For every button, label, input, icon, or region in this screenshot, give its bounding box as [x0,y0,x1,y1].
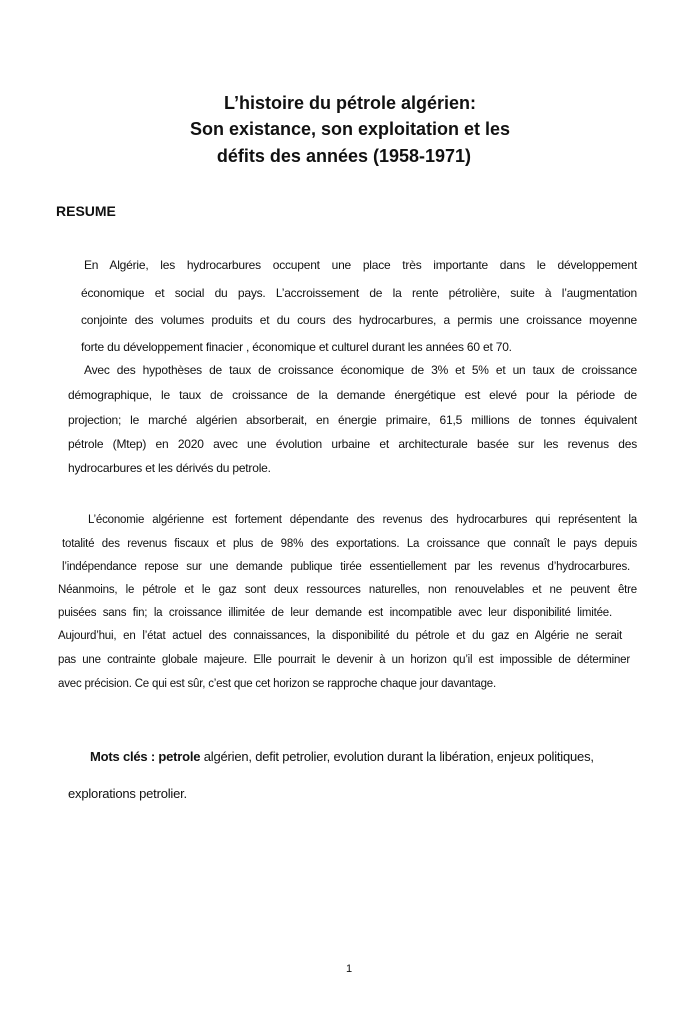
text-line: En Algérie, les hydrocarbures occupent une place très importante dans le développement [84,258,637,272]
text-line: démographique, le taux de croissance de la demande énergétique est elevé pour la période de [68,388,637,402]
text-line: pétrole (Mtep) en 2020 avec une évolution urbaine et architecturale basée sur les revenus des [68,437,637,451]
title-line-3: défits des années (1958-1971) [216,146,472,166]
text-line: projection; le marché algérien absorberait, en énergie primaire, 61,5 millions de tonnes équivalent [68,413,637,427]
page-number: 1 [346,963,353,975]
section-heading: RESUME [56,203,116,219]
title-line-1: L’histoire du pétrole algérien: [223,93,477,113]
text-line: conjointe des volumes produits et du cours des hydrocarbures, a permis une croissance moyenne [81,313,637,327]
text-line: hydrocarbures et les dérivés du petrole. [68,461,271,475]
text-line: économique et social du pays. L’accroissement de la rente pétrolière, suite à l’augmentation [81,286,637,300]
text-line: totalité des revenus fiscaux et plus de 98% des exportations. La croissance que connaît le pays depuis [62,538,637,550]
text-line: avec précision. Ce qui est sûr, c’est que cet horizon se rapproche chaque jour davantage. [58,678,497,690]
text-line: L’économie algérienne est fortement dépendante des revenus des hydrocarbures qui représentent la [88,514,637,526]
keywords-line-1 [90,749,594,765]
title-line-2: Son existance, son exploitation et les [189,119,511,139]
keywords-line-2: explorations petrolier. [68,786,187,801]
text-line: l’indépendance repose sur une demande publique tirée essentiellement par les revenus d’hydrocarbures. [62,561,630,573]
text-line: Aujourd’hui, en l’état actuel des connaissances, la disponibilité du pétrole et du gaz en Algérie ne serait [58,630,622,642]
text-line: forte du développement finacier , économique et culturel durant les années 60 et 70. [81,340,512,354]
text-line: Néanmoins, le pétrole et le gaz sont deux ressources naturelles, non renouvelables et ne peuvent être [58,584,637,596]
keywords-label: Mots clés : petrole [90,749,201,764]
text-line: Avec des hypothèses de taux de croissance économique de 3% et 5% et un taux de croissance [84,363,637,377]
text-line: pas une contrainte globale majeure. Elle pourrait le devenir à un horizon qu’il est impossible de déterminer [58,654,630,666]
keywords-text: algérien, defit petrolier, evolution durant la libération, enjeux politiques, [200,749,594,764]
text-line: puisées sans fin; la croissance illimitée de leur demande est incompatible avec leur disponibilité limitée. [58,607,612,619]
